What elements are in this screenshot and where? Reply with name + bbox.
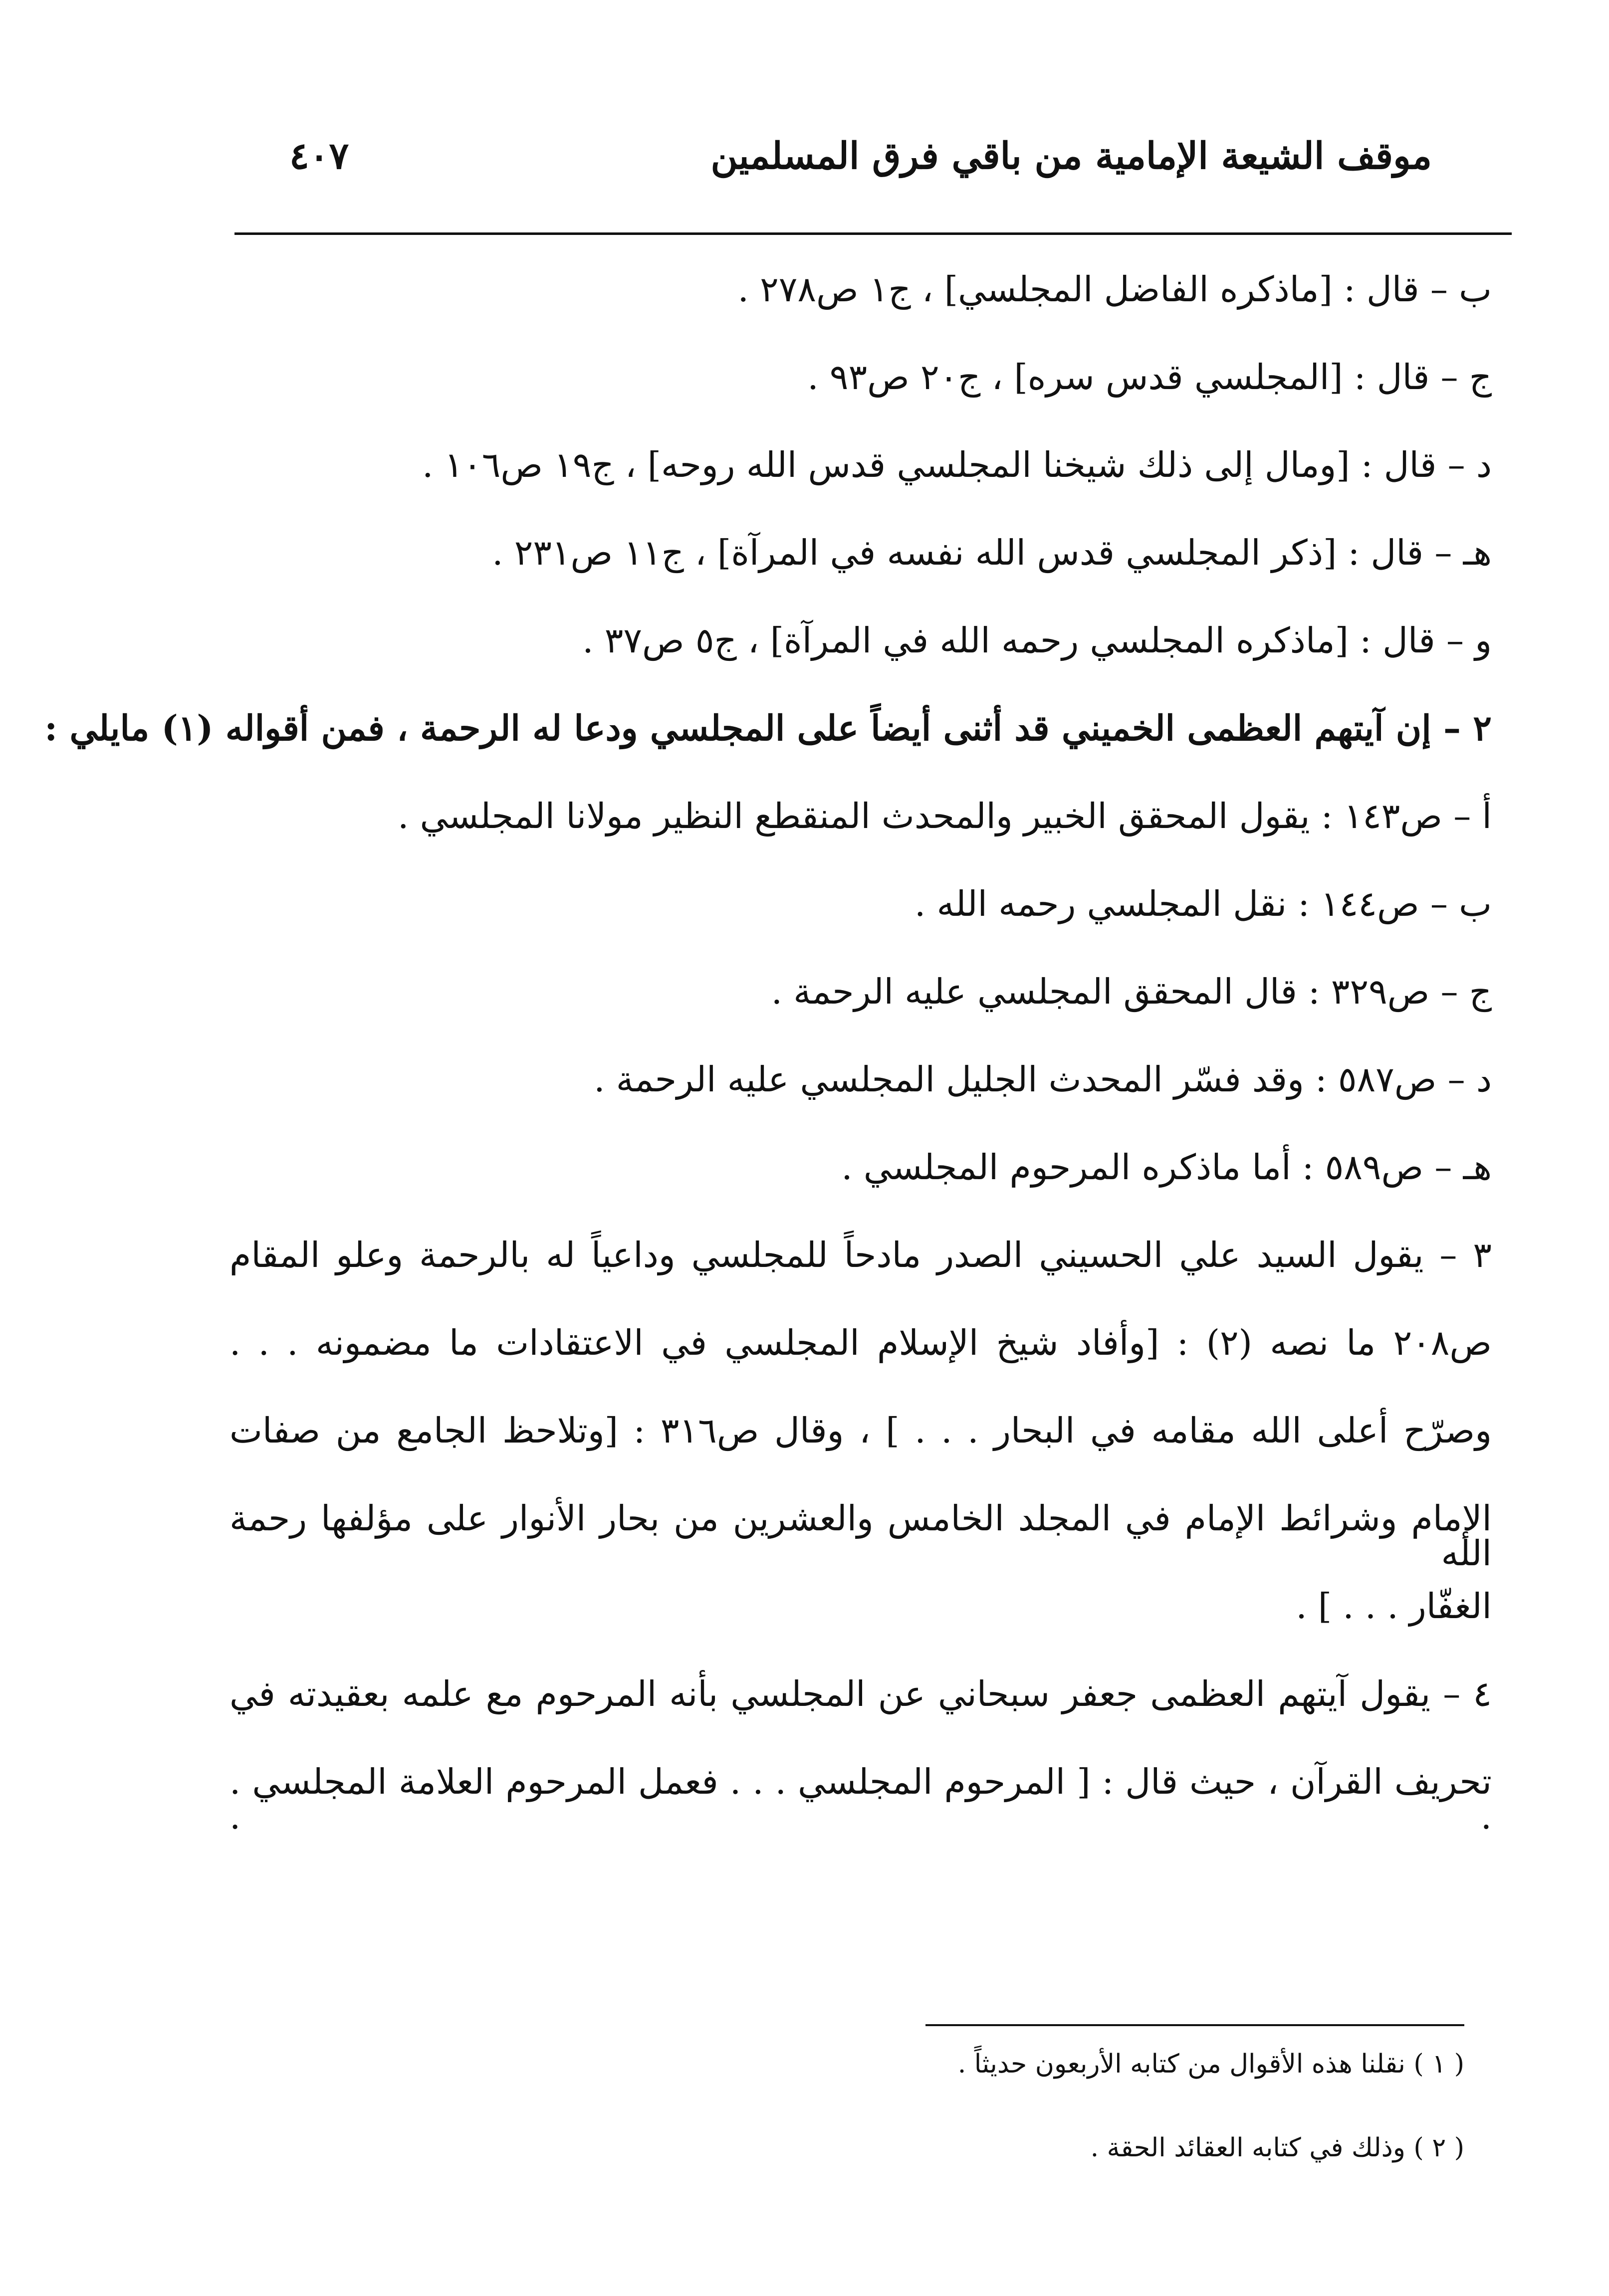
text-line: د – ص٥٨٧ : وقد فسّر المحدث الجليل المجلسي عليه الرحمة . (594, 1059, 1492, 1100)
text-line: ٣ – يقول السيد علي الحسيني الصدر مادحاً للمجلسي وداعياً له بالرحمة وعلو المقام (230, 1235, 1492, 1275)
text-line: ب – ص١٤٤ : نقل المجلسي رحمه الله . (914, 883, 1492, 924)
text-line: هـ – ص٥٨٩ : أما ماذكره المرحوم المجلسي . (841, 1147, 1492, 1188)
footnote-rule (925, 2024, 1464, 2026)
text-line: ج – قال : [المجلسي قدس سره] ، ج٢٠ ص٩٣ . (807, 357, 1492, 398)
footnote: ( ٢ ) وذلك في كتابه العقائد الحقة . (1090, 2133, 1464, 2163)
header-rule (234, 232, 1512, 235)
running-head (234, 135, 1512, 190)
footnotes (766, 2049, 1464, 2217)
text-line: د – قال : [ومال إلى ذلك شيخنا المجلسي قدس الله روحه] ، ج١٩ ص١٠٦ . (422, 444, 1492, 485)
text-line: و – قال : [ماذكره المجلسي رحمه الله في المرآة] ، ج٥ ص٣٧ . (582, 620, 1492, 661)
footnote: ( ١ ) نقلنا هذه الأقوال من كتابه الأربعون حديثاً . (957, 2049, 1464, 2079)
text-line: وصرّح أعلى الله مقامه في البحار . . . ] ، وقال ص٣١٦ : [وتلاحظ الجامع من صفات (230, 1410, 1492, 1451)
text-line: ج – ص٣٢٩ : قال المحقق المجلسي عليه الرحمة . (771, 971, 1492, 1012)
page-number: ٤٠٧ (289, 135, 349, 178)
text-line-bold: ٢ – إن آيتهم العظمى الخميني قد أثنى أيضاً على المجلسي ودعا له الرحمة ، فمن أقواله (١) مايلي : (44, 707, 1492, 749)
text-line: الإمام وشرائط الإمام في المجلد الخامس والعشرين من بحار الأنوار على مؤلفها رحمة الله (230, 1498, 1492, 1574)
text-line: أ – ص١٤٣ : يقول المحقق الخبير والمحدث المنقطع النظير مولانا المجلسي . (398, 796, 1492, 836)
body-text (44, 269, 1492, 1852)
text-line: هـ – قال : [ذكر المجلسي قدس الله نفسه في المرآة] ، ج١١ ص٢٣١ . (492, 532, 1492, 573)
text-line: ب – قال : [ماذكره الفاضل المجلسي] ، ج١ ص٢٧٨ . (737, 269, 1492, 310)
text-line: ص٢٠٨ ما نصه (٢) : [وأفاد شيخ الإسلام المجلسي في الاعتقادات ما مضمونه . . . (230, 1322, 1492, 1363)
text-line: تحريف القرآن ، حيث قال : [ المرحوم المجلسي . . . فعمل المرحوم العلامة المجلسي . . . (230, 1761, 1492, 1837)
running-title: موقف الشيعة الإمامية من باقي فرق المسلمين (710, 135, 1432, 178)
text-line: الغفّار . . . ] . (1296, 1586, 1492, 1627)
text-line: ٤ – يقول آيتهم العظمى جعفر سبحاني عن المجلسي بأنه المرحوم مع علمه بعقيدته في (230, 1673, 1492, 1714)
